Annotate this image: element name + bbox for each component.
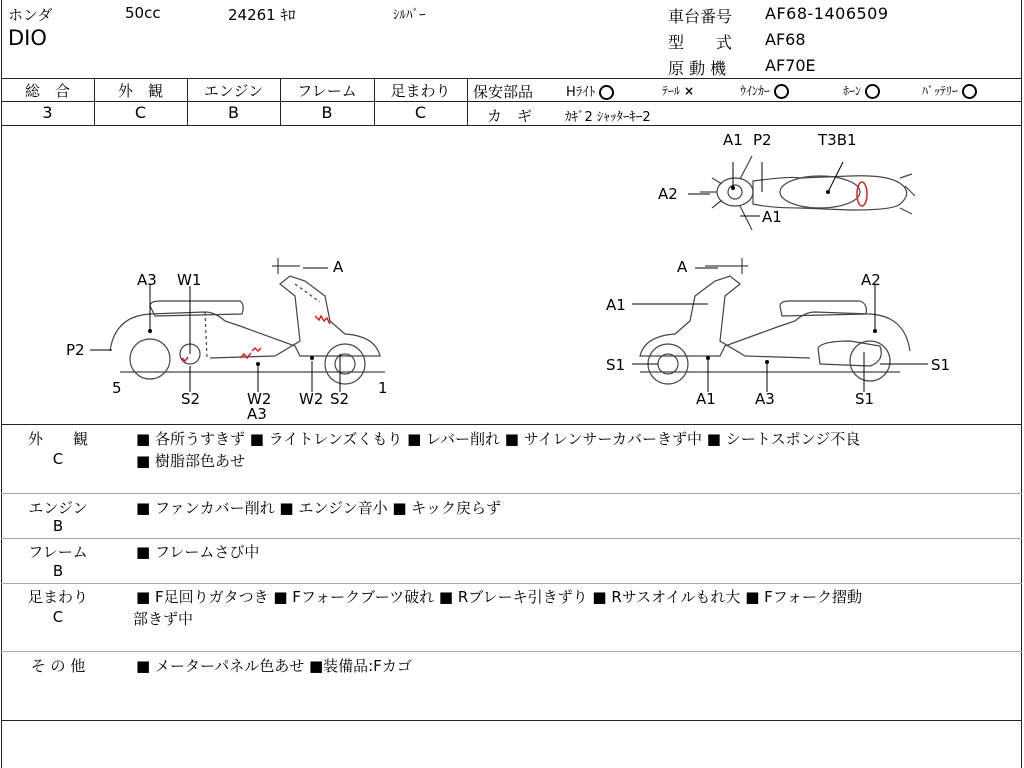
diag-label-right-s1: S1 bbox=[606, 356, 626, 374]
safety-row-divider bbox=[467, 101, 1022, 102]
diag-label-right-a2: A2 bbox=[861, 271, 881, 289]
safety-item-tail bbox=[662, 82, 694, 99]
safety-item-winker bbox=[740, 82, 789, 99]
scooter-top-view bbox=[700, 156, 915, 230]
maker: ホンダ bbox=[8, 6, 53, 24]
color: ｼﾙﾊﾞｰ bbox=[393, 8, 426, 23]
safety-item-battery bbox=[922, 82, 977, 99]
diag-label-right-a3: A3 bbox=[755, 390, 775, 408]
grade-table-mid bbox=[1, 101, 467, 102]
remark-divider bbox=[1, 651, 1022, 652]
grade-value-engine: B bbox=[228, 103, 239, 122]
remark-line: 部きず中 bbox=[133, 610, 194, 628]
diag-label-left-5: 5 bbox=[112, 379, 122, 397]
grade-header-frame: フレーム bbox=[297, 82, 357, 100]
safety-item-headlight bbox=[566, 81, 614, 100]
remark-divider bbox=[1, 583, 1022, 584]
remark-line: ■ F足回りガタつき ■ Fフォークブーツ破れ ■ Rブレーキ引きずり ■ Rサスオイルもれ大 ■ Fフォーク摺動 bbox=[136, 588, 863, 606]
diag-label-left-s2b: S2 bbox=[330, 390, 350, 408]
diag-label-left-s2: S2 bbox=[181, 390, 201, 408]
engine-label: 原 動 機 bbox=[668, 59, 727, 78]
remark-category-engine: エンジン bbox=[28, 499, 88, 517]
displacement: 50cc bbox=[125, 4, 161, 22]
frame-no: AF68-1406509 bbox=[765, 4, 889, 23]
grade-header-suspension: 足まわり bbox=[390, 82, 451, 100]
grade-col-sep-5 bbox=[467, 78, 468, 126]
remark-line: ■ ファンカバー削れ ■ エンジン音小 ■ キック戻らず bbox=[136, 499, 502, 517]
safety-label: 保安部品 bbox=[473, 83, 534, 101]
grade-value-total: 3 bbox=[42, 103, 53, 122]
diag-label-left-w2b: W2 bbox=[299, 390, 324, 408]
diag-label-left-a: A bbox=[333, 258, 344, 276]
diag-label-top-t3b1: T3B1 bbox=[818, 131, 857, 149]
remark-category-exterior: 外 観 bbox=[27, 430, 88, 448]
mileage: 24261 ｷﾛ bbox=[228, 6, 296, 24]
remark-line: ■ 樹脂部色あせ bbox=[136, 452, 245, 470]
type-label: 型 式 bbox=[668, 33, 733, 52]
type-value: AF68 bbox=[765, 30, 806, 49]
diag-label-left-p2: P2 bbox=[66, 341, 85, 359]
diag-label-left-w1: W1 bbox=[177, 271, 202, 289]
circle-mark-icon bbox=[865, 84, 880, 99]
circle-mark-icon bbox=[774, 84, 789, 99]
key-value: ｶｷﾞ2 ｼｬｯﾀｰｷｰ2 bbox=[565, 110, 651, 125]
grade-header-total: 総 合 bbox=[24, 82, 70, 100]
circle-mark-icon bbox=[599, 85, 614, 100]
diag-label-right-a1: A1 bbox=[606, 296, 626, 314]
remark-grade-frame: B bbox=[52, 562, 64, 580]
x-mark-icon: × bbox=[684, 84, 695, 98]
grade-header-engine: エンジン bbox=[203, 82, 264, 100]
remark-line: ■ メーターパネル色あせ ■装備品:Fカゴ bbox=[136, 657, 412, 675]
engine-value: AF70E bbox=[765, 56, 816, 75]
diag-label-top-a1b: A1 bbox=[762, 208, 782, 226]
frame-no-label: 車台番号 bbox=[668, 7, 733, 26]
diag-label-left-w2: W2 bbox=[247, 390, 272, 408]
safety-item-name: ﾎｰﾝ bbox=[843, 84, 862, 98]
remark-line: ■ 各所うすきず ■ ライトレンズくもり ■ レバー削れ ■ サイレンサーカバーきず中 ■ シートスポンジ不良 bbox=[136, 430, 861, 448]
remark-grade-exterior: C bbox=[52, 450, 64, 468]
remark-category-other: そ の 他 bbox=[30, 657, 86, 675]
diag-label-right-s1b: S1 bbox=[931, 356, 951, 374]
diag-label-top-p2: P2 bbox=[753, 131, 772, 149]
safety-item-name: ｳｲﾝｶｰ bbox=[740, 84, 771, 98]
diag-label-top-a1: A1 bbox=[723, 131, 743, 149]
remark-category-suspension: 足まわり bbox=[27, 588, 88, 606]
remark-category-frame: フレーム bbox=[28, 543, 88, 561]
diag-label-left-a3: A3 bbox=[137, 271, 157, 289]
remark-grade-engine: B bbox=[52, 517, 64, 535]
grade-value-suspension: C bbox=[414, 103, 427, 122]
grade-header-exterior: 外 観 bbox=[117, 82, 163, 100]
diag-label-right-a1b: A1 bbox=[696, 390, 716, 408]
remark-line: ■ フレームさび中 bbox=[136, 543, 260, 561]
remark-bottom-border bbox=[1, 720, 1022, 721]
safety-item-name: ﾃｰﾙ bbox=[662, 84, 681, 98]
grade-value-exterior: C bbox=[134, 103, 147, 122]
safety-item-horn bbox=[843, 82, 880, 99]
diag-label-left-a3b: A3 bbox=[247, 405, 267, 423]
key-label: カ ギ bbox=[487, 107, 533, 125]
diag-label-right-s1c: S1 bbox=[855, 390, 875, 408]
diag-label-top-a2: A2 bbox=[658, 185, 678, 203]
diagram-bottom-border bbox=[1, 424, 1022, 425]
grade-table-top bbox=[1, 78, 1022, 79]
grade-value-frame: B bbox=[321, 103, 333, 122]
diag-label-right-a: A bbox=[677, 258, 688, 276]
remark-divider bbox=[1, 493, 1022, 494]
model-name: DIO bbox=[8, 26, 47, 50]
circle-mark-icon bbox=[962, 84, 977, 99]
safety-item-name: Hﾗｲﾄ bbox=[566, 85, 596, 100]
diag-label-left-1: 1 bbox=[378, 379, 388, 397]
remark-grade-suspension: C bbox=[52, 608, 64, 626]
remark-divider bbox=[1, 538, 1022, 539]
safety-item-name: ﾊﾞｯﾃﾘｰ bbox=[922, 84, 959, 98]
